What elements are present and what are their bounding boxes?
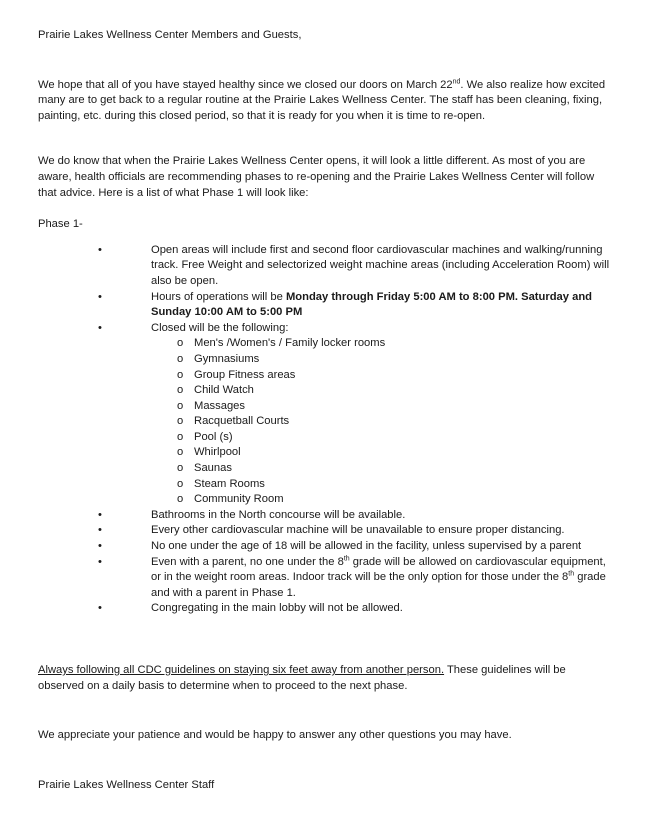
sub-list-item <box>151 336 611 352</box>
grade-text-part3: grade and with a parent in Phase 1. <box>151 571 606 599</box>
sub-list-item-text: Whirlpool <box>194 446 241 459</box>
list-item-text: No one under the age of 18 will be allowed in the facility, unless supervised by a parent <box>151 540 582 553</box>
list-item-text <box>151 555 611 602</box>
sub-list-item-text: Racquetball Courts <box>194 415 290 428</box>
list-item <box>38 601 611 617</box>
bullet-marker-icon: • <box>98 290 102 303</box>
grade-text-part1: Even with a parent, no one under the 8 <box>151 555 344 568</box>
sub-bullet-marker-icon: o <box>177 352 184 365</box>
sub-bullet-marker-icon: o <box>177 384 184 397</box>
sub-list-item <box>151 445 611 461</box>
sub-list-item-text: Child Watch <box>194 384 254 397</box>
bullet-marker-icon: • <box>98 602 102 615</box>
list-item-text: Every other cardiovascular machine will be unavailable to ensure proper distancing. <box>151 524 565 537</box>
ordinal-suffix-th-second: th <box>568 570 575 578</box>
bullet-marker-icon: • <box>98 321 102 334</box>
sub-list-item-text: Saunas <box>194 462 232 475</box>
sub-bullet-marker-icon: o <box>177 337 184 350</box>
phase-heading: Phase 1- <box>38 218 83 231</box>
closing-paragraph: We appreciate your patience and would be happy to answer any other questions you may have. <box>38 729 512 742</box>
bullet-marker-icon: • <box>98 243 102 256</box>
list-item <box>38 539 611 555</box>
spacer <box>38 694 611 728</box>
sub-list-item <box>151 492 611 508</box>
sub-list-item-text: Steam Rooms <box>194 477 265 490</box>
list-item <box>38 523 611 539</box>
sub-list-item-text: Gymnasiums <box>194 352 260 365</box>
spacer <box>38 744 611 778</box>
ordinal-suffix-nd: nd <box>452 77 461 85</box>
spacer <box>38 124 611 154</box>
sub-bullet-marker-icon: o <box>177 446 184 459</box>
cdc-guidelines-rest: These guidelines will be observed on a daily basis to determine when to proceed to the next phase. <box>38 664 566 692</box>
spacer <box>38 233 611 243</box>
list-item-text: Closed will be the following: <box>151 321 289 334</box>
paragraph-one-part1: We hope that all of you have stayed healthy since we closed our doors on March 22 <box>38 78 453 91</box>
spacer <box>38 201 611 217</box>
sub-list-item-text: Pool (s) <box>194 430 233 443</box>
sub-list-item-text: Group Fitness areas <box>194 368 296 381</box>
spacer <box>38 617 611 663</box>
list-item <box>38 290 611 321</box>
closed-areas-sublist <box>151 336 611 508</box>
salutation: Prairie Lakes Wellness Center Members and Guests, <box>38 29 302 41</box>
sub-list-item <box>151 430 611 446</box>
cdc-guidelines-paragraph <box>38 663 611 694</box>
paragraph-two: We do know that when the Prairie Lakes Wellness Center opens, it will look a little different. As most of you are aware, health officials are recommending phases to re-opening and the Prairie Lakes Wellness Center will follow that advice. Here is a list of what Phase 1 will look like: <box>38 155 595 199</box>
list-item-text: Open areas will include first and second floor cardiovascular machines and walking/running track. Free Weight and selectorized weight machine areas (including Acceleration Room) will also be open. <box>151 243 610 287</box>
list-item <box>38 243 611 290</box>
sub-list-item <box>151 461 611 477</box>
sub-list-item <box>151 368 611 384</box>
bullet-marker-icon: • <box>98 524 102 537</box>
sub-bullet-marker-icon: o <box>177 462 184 475</box>
signature: Prairie Lakes Wellness Center Staff <box>38 778 215 791</box>
hours-label: Hours of operations will be <box>151 290 286 303</box>
cdc-guidelines-underlined: Always following all CDC guidelines on staying six feet away from another person. <box>38 664 445 676</box>
hours-value: Monday through Friday 5:00 AM to 8:00 PM. Saturday and Sunday 10:00 AM to 5:00 PM <box>151 290 592 319</box>
bullet-marker-icon: • <box>98 508 102 521</box>
sub-bullet-marker-icon: o <box>177 368 184 381</box>
paragraph-one <box>38 78 611 125</box>
bullet-marker-icon: • <box>98 540 102 553</box>
list-item <box>38 321 611 508</box>
sub-list-item-text: Men's /Women's / Family locker rooms <box>194 337 386 350</box>
sub-list-item <box>151 383 611 399</box>
spacer <box>38 44 611 78</box>
bullet-marker-icon: • <box>98 555 102 568</box>
sub-list-item-text: Massages <box>194 399 245 412</box>
sub-list-item <box>151 399 611 415</box>
sub-bullet-marker-icon: o <box>177 493 184 506</box>
sub-bullet-marker-icon: o <box>177 430 184 443</box>
sub-list-item <box>151 352 611 368</box>
sub-bullet-marker-icon: o <box>177 415 184 428</box>
sub-list-item <box>151 477 611 493</box>
list-item-text: Bathrooms in the North concourse will be available. <box>151 508 406 521</box>
sub-list-item <box>151 414 611 430</box>
grade-text-part2: grade will be allowed on cardiovascular equipment, or in the weight room areas. Indoor track will be the only option for those under the 8 <box>151 555 606 584</box>
phase-one-bullet-list <box>38 243 611 617</box>
sub-list-item-text: Community Room <box>194 493 284 506</box>
sub-bullet-marker-icon: o <box>177 399 184 412</box>
paragraph-one-part2: . We also realize how excited many are to get back to a regular routine at the Prairie Lakes Wellness Center. The staff has been cleaning, fixing, painting, etc. during this closed period, so that it is ready for you when it is time to re-open. <box>38 78 606 122</box>
ordinal-suffix-th-first: th <box>343 554 350 562</box>
list-item <box>38 508 611 524</box>
list-item-text: Congregating in the main lobby will not be allowed. <box>151 602 403 615</box>
sub-bullet-marker-icon: o <box>177 477 184 490</box>
list-item-text <box>151 290 611 321</box>
list-item <box>38 555 611 602</box>
